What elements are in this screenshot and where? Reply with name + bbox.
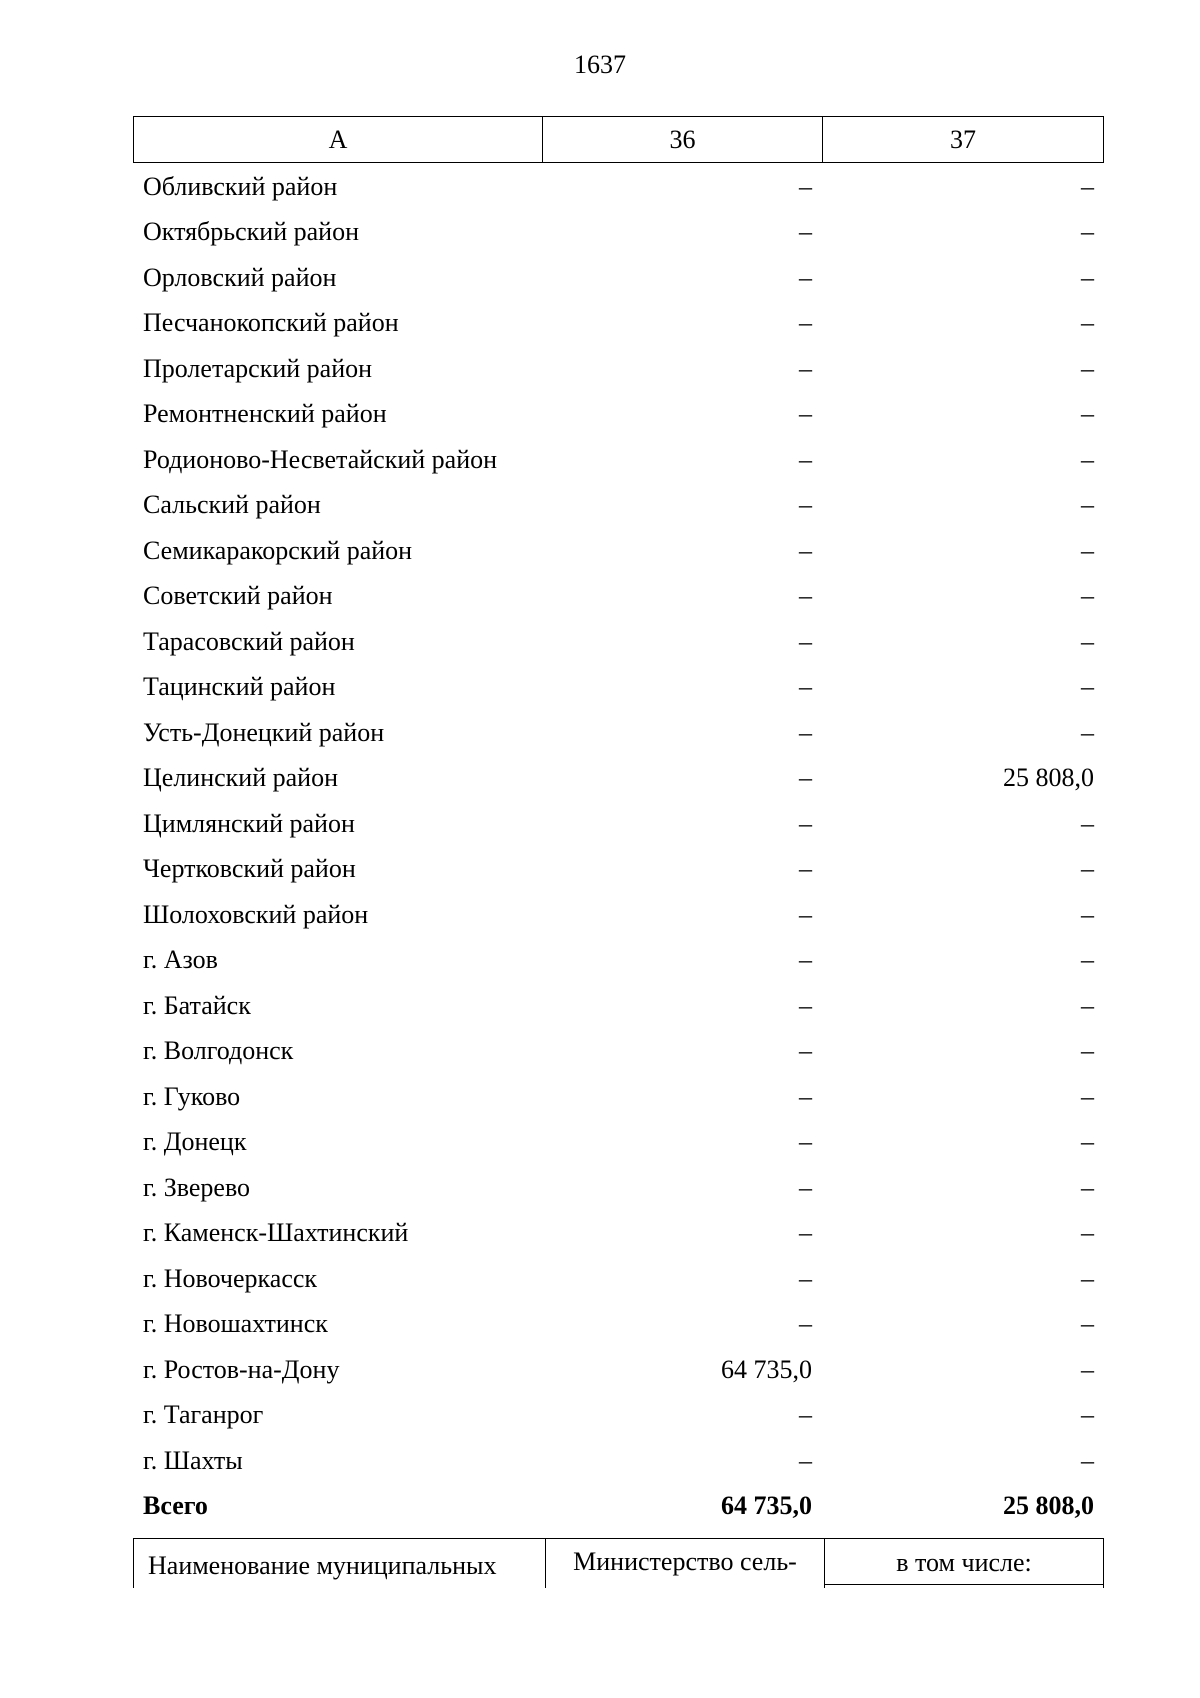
municipality-name: Шолоховский район: [143, 899, 369, 929]
value-col-37: –: [1081, 1081, 1094, 1111]
value-col-36: –: [799, 1400, 812, 1430]
value-col-37: –: [1081, 262, 1094, 292]
table-row: [133, 1347, 1104, 1393]
municipality-name: г. Новошахтинск: [143, 1309, 328, 1339]
footer-col-b: Министерство сель-: [546, 1539, 825, 1588]
municipality-name: г. Ростов-на-Дону: [143, 1354, 340, 1384]
table-row: [133, 892, 1104, 938]
municipality-name: Октябрьский район: [143, 217, 359, 247]
municipality-name: Усть-Донецкий район: [143, 717, 385, 747]
value-col-37: –: [1081, 1354, 1094, 1384]
municipality-name: г. Донецк: [143, 1127, 247, 1157]
value-col-37: –: [1081, 672, 1094, 702]
table-row: [133, 801, 1104, 847]
value-col-37: –: [1081, 945, 1094, 975]
header-col-37: 37: [950, 124, 976, 154]
table-row: [133, 437, 1104, 483]
value-col-36: –: [799, 1309, 812, 1339]
value-col-37: –: [1081, 1445, 1094, 1475]
value-col-37: –: [1081, 171, 1094, 201]
table-row: [133, 1074, 1104, 1120]
table-row: [133, 665, 1104, 711]
value-col-37: –: [1081, 1263, 1094, 1293]
table-row: [133, 255, 1104, 301]
value-col-36: –: [799, 353, 812, 383]
value-col-37: –: [1081, 1172, 1094, 1202]
total-row: [133, 1484, 1104, 1530]
municipality-name: Чертковский район: [143, 854, 356, 884]
table-row: [133, 392, 1104, 438]
value-col-37: 25 808,0: [1003, 763, 1094, 793]
municipality-name: Пролетарский район: [143, 353, 373, 383]
municipality-name: Тацинский район: [143, 672, 336, 702]
value-col-37: –: [1081, 717, 1094, 747]
value-col-36: –: [799, 535, 812, 565]
table-row: [133, 210, 1104, 256]
municipality-name: Тарасовский район: [143, 626, 355, 656]
value-col-36: –: [799, 1445, 812, 1475]
municipality-name: г. Азов: [143, 945, 218, 975]
value-col-36: –: [799, 1036, 812, 1066]
table-row: [133, 710, 1104, 756]
municipality-name: г. Зверево: [143, 1172, 251, 1202]
value-col-36: –: [799, 1081, 812, 1111]
value-col-37: –: [1081, 490, 1094, 520]
value-col-36: –: [799, 1127, 812, 1157]
municipality-name: Песчанокопский район: [143, 308, 399, 338]
value-col-36: –: [799, 990, 812, 1020]
municipality-name: Цимлянский район: [143, 808, 355, 838]
value-col-37: –: [1081, 308, 1094, 338]
municipality-name: Советский район: [143, 581, 333, 611]
table-row: [133, 164, 1104, 210]
continuation-header: [133, 1538, 1104, 1588]
municipality-name: г. Каменск-Шахтинский: [143, 1218, 409, 1248]
value-col-36: –: [799, 1263, 812, 1293]
municipality-name: г. Шахты: [143, 1445, 243, 1475]
municipality-name: Всего: [143, 1491, 208, 1521]
value-col-36: –: [799, 490, 812, 520]
table-row: [133, 1211, 1104, 1257]
value-col-36: –: [799, 763, 812, 793]
value-col-36: –: [799, 308, 812, 338]
table-row: [133, 301, 1104, 347]
table-row: [133, 574, 1104, 620]
value-col-36: –: [799, 1218, 812, 1248]
value-col-36: –: [799, 672, 812, 702]
municipality-name: Целинский район: [143, 763, 338, 793]
table-row: [133, 938, 1104, 984]
value-col-37: 25 808,0: [1003, 1491, 1094, 1521]
table-row: [133, 847, 1104, 893]
table-row: [133, 619, 1104, 665]
municipality-name: г. Таганрог: [143, 1400, 264, 1430]
header-col-36: 36: [543, 117, 823, 162]
value-col-36: –: [799, 899, 812, 929]
table-row: [133, 1120, 1104, 1166]
value-col-36: –: [799, 945, 812, 975]
value-col-37: –: [1081, 1309, 1094, 1339]
municipality-name: г. Новочеркасск: [143, 1263, 318, 1293]
value-col-37: –: [1081, 899, 1094, 929]
value-col-37: –: [1081, 990, 1094, 1020]
value-col-36: –: [799, 854, 812, 884]
value-col-37: –: [1081, 444, 1094, 474]
footer-col-a: Наименование муниципальных: [134, 1539, 546, 1588]
value-col-36: –: [799, 717, 812, 747]
value-col-37: –: [1081, 1218, 1094, 1248]
table-row: [133, 1029, 1104, 1075]
municipality-name: Сальский район: [143, 490, 321, 520]
value-col-37: –: [1081, 1400, 1094, 1430]
table-row: [133, 1393, 1104, 1439]
table-row: [133, 983, 1104, 1029]
value-col-37: –: [1081, 217, 1094, 247]
page-number: 1637: [574, 50, 626, 79]
municipality-name: г. Волгодонск: [143, 1036, 294, 1066]
value-col-36: –: [799, 626, 812, 656]
value-col-37: –: [1081, 535, 1094, 565]
table-row: [133, 1302, 1104, 1348]
municipality-name: Семикаракорский район: [143, 535, 413, 565]
table-row: [133, 756, 1104, 802]
value-col-37: –: [1081, 854, 1094, 884]
value-col-36: –: [799, 217, 812, 247]
header-col-a: А: [134, 117, 543, 162]
value-col-36: –: [799, 399, 812, 429]
value-col-36: –: [799, 171, 812, 201]
table-row: [133, 1438, 1104, 1484]
municipality-name: Обливский район: [143, 171, 338, 201]
table-row: [133, 346, 1104, 392]
municipality-name: Орловский район: [143, 262, 337, 292]
municipality-name: г. Гуково: [143, 1081, 241, 1111]
municipality-name: Ремонтненский район: [143, 399, 387, 429]
table-row: [133, 1256, 1104, 1302]
value-col-36: –: [799, 444, 812, 474]
municipality-name: г. Батайск: [143, 990, 251, 1020]
footer-col-c: в том числе:: [825, 1539, 1103, 1585]
value-col-37: –: [1081, 399, 1094, 429]
value-col-37: –: [1081, 1127, 1094, 1157]
value-col-37: –: [1081, 1036, 1094, 1066]
value-col-36: 64 735,0: [721, 1491, 812, 1521]
value-col-36: –: [799, 808, 812, 838]
table-header: [133, 116, 1104, 163]
value-col-36: 64 735,0: [721, 1354, 812, 1384]
municipality-name: Родионово-Несветайский район: [143, 444, 498, 474]
table-row: [133, 483, 1104, 529]
value-col-37: –: [1081, 808, 1094, 838]
table-body: [133, 164, 1104, 1529]
value-col-36: –: [799, 262, 812, 292]
table-row: [133, 528, 1104, 574]
table-row: [133, 1165, 1104, 1211]
value-col-36: –: [799, 581, 812, 611]
value-col-37: –: [1081, 581, 1094, 611]
value-col-37: –: [1081, 626, 1094, 656]
value-col-36: –: [799, 1172, 812, 1202]
value-col-37: –: [1081, 353, 1094, 383]
